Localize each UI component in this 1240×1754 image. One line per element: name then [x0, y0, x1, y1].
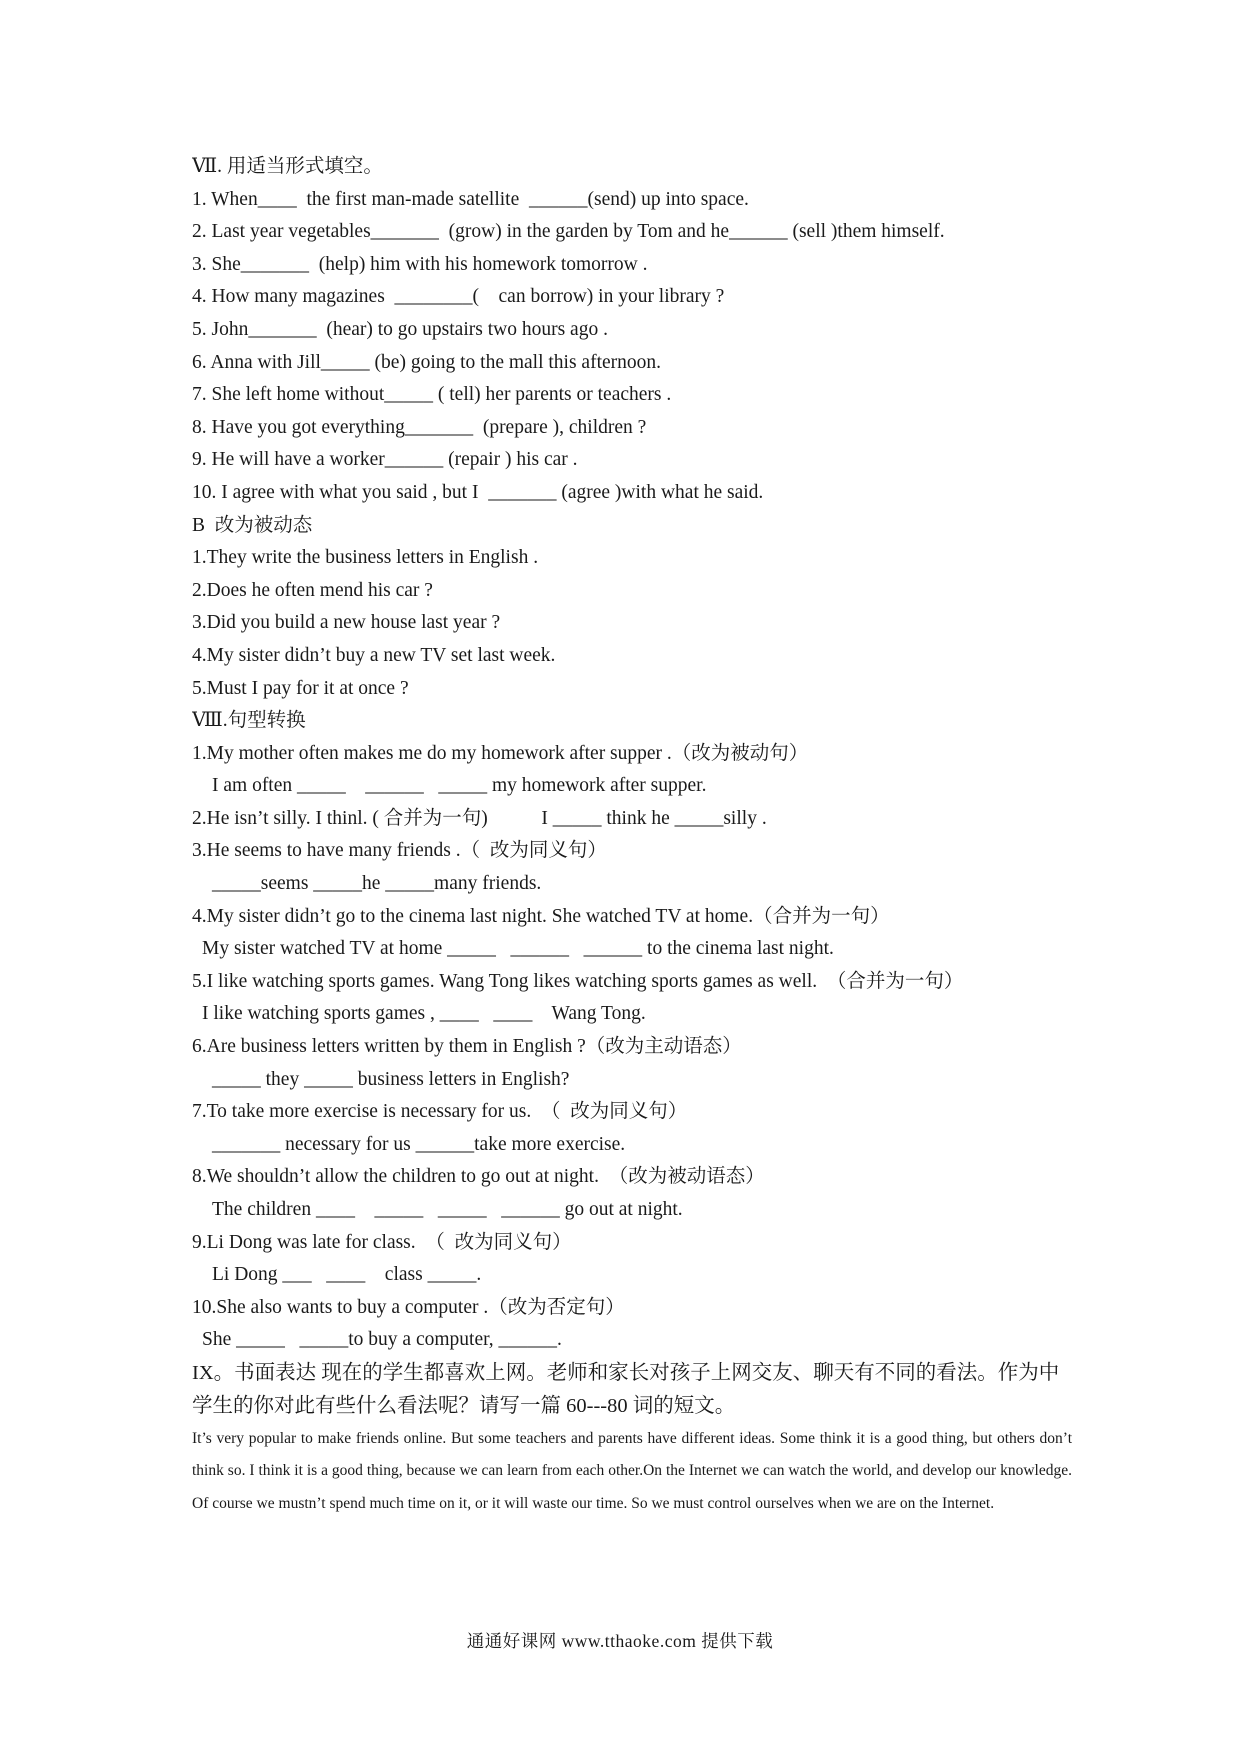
exercise-answer-line: I like watching sports games , ____ ____ Wang Tong. — [202, 1003, 646, 1025]
writing-task-heading: IX。书面表达 现在的学生都喜欢上网。老师和家长对孩子上网交友、聊天有不同的看法。作为中学生的你对此有些什么看法呢？请写一篇 60---80 词的短文。 — [192, 1361, 1060, 1417]
exercise-question: 7.To take more exercise is necessary for us. （ 改为同义句） — [192, 1101, 688, 1123]
exercise-item: 10. I agree with what you said , but I _______ (agree )with what he said. — [192, 481, 764, 503]
worksheet-content — [192, 151, 1072, 1520]
section-c-list — [192, 738, 1072, 1357]
sample-essay: It’s very popular to make friends online. But some teachers and parents have different ideas. Some think it is a good thing, but others don’t think so. I think it is a good thing, because we can learn from each other.On the Internet we can watch the world, and develop our knowledge. Of course we mustn’t spend much time on it, or it will waste our time. So we must control ourselves when we are on the Internet. — [192, 1429, 1072, 1512]
exercise-item: 5. John_______ (hear) to go upstairs two hours ago . — [192, 318, 608, 340]
section-d — [192, 1357, 1072, 1521]
exercise-item: 2. Last year vegetables_______ (grow) in the garden by Tom and he______ (sell )them himself. — [192, 221, 945, 243]
page-footer: 通通好课网 www.tthaoke.com 提供下载 — [466, 1631, 774, 1651]
exercise-item: 8. Have you got everything_______ (prepare ), children ? — [192, 416, 647, 438]
exercise-question: 6.Are business letters written by them in English ?（改为主动语态） — [192, 1036, 742, 1058]
exercise-answer-line: She _____ _____to buy a computer, ______. — [202, 1329, 562, 1351]
exercise-answer-line: _____seems _____he _____many friends. — [212, 873, 542, 895]
exercise-answer-line: The children ____ _____ _____ ______ go out at night. — [212, 1199, 683, 1220]
exercise-answer-line: I am often _____ ______ _____ my homework after supper. — [212, 775, 707, 797]
section-c-title: Ⅷ.句型转换 — [192, 710, 306, 732]
section-a-title: Ⅶ. 用适当形式填空。 — [192, 156, 383, 177]
exercise-question: 4.My sister didn’t go to the cinema last night. She watched TV at home.（合并为一句） — [192, 905, 890, 927]
exercise-question: 5.I like watching sports games. Wang Tong likes watching sports games as well. （合并为一句） — [192, 970, 964, 992]
exercise-answer-line: _____ they _____ business letters in English? — [212, 1068, 570, 1090]
exercise-question: 1.My mother often makes me do my homework after supper .（改为被动句） — [192, 742, 809, 764]
exercise-item: 2.Does he often mend his car ? — [192, 579, 433, 601]
exercise-item: 3. She_______ (help) him with his homework tomorrow . — [192, 253, 648, 275]
section-b-list — [192, 542, 1072, 705]
exercise-question: 9.Li Dong was late for class. （ 改为同义句） — [192, 1231, 572, 1253]
exercise-item: 1.They write the business letters in English . — [192, 547, 539, 569]
exercise-answer-line: Li Dong ___ ____ class _____. — [212, 1264, 482, 1286]
exercise-question: 3.He seems to have many friends .（ 改为同义句） — [192, 840, 607, 862]
exercise-question: 2.He isn’t silly. I thinl. ( 合并为一句) I _____ think he _____silly . — [192, 807, 767, 829]
exercise-item: 4.My sister didn’t buy a new TV set last week. — [192, 644, 556, 666]
exercise-question: 8.We shouldn’t allow the children to go out at night. （改为被动语态） — [192, 1166, 765, 1188]
exercise-item: 6. Anna with Jill_____ (be) going to the mall this afternoon. — [192, 351, 662, 373]
exercise-item: 1. When____ the first man-made satellite ______(send) up into space. — [192, 188, 749, 210]
exercise-question: 10.She also wants to buy a computer .（改为否定句） — [192, 1296, 625, 1318]
exercise-answer-line: _______ necessary for us ______take more exercise. — [212, 1133, 626, 1155]
exercise-item: 7. She left home without_____ ( tell) her parents or teachers . — [192, 384, 672, 406]
exercise-item: 5.Must I pay for it at once ? — [192, 677, 409, 699]
exercise-answer-line: My sister watched TV at home _____ ______ ______ to the cinema last night. — [202, 938, 834, 960]
exercise-item: 3.Did you build a new house last year ? — [192, 612, 501, 634]
section-b-title: B 改为被动态 — [192, 514, 313, 536]
exercise-item: 9. He will have a worker______ (repair ) his car . — [192, 449, 578, 471]
exercise-item: 4. How many magazines ________( can borrow) in your library ? — [192, 286, 725, 308]
section-a-list — [192, 184, 1072, 510]
